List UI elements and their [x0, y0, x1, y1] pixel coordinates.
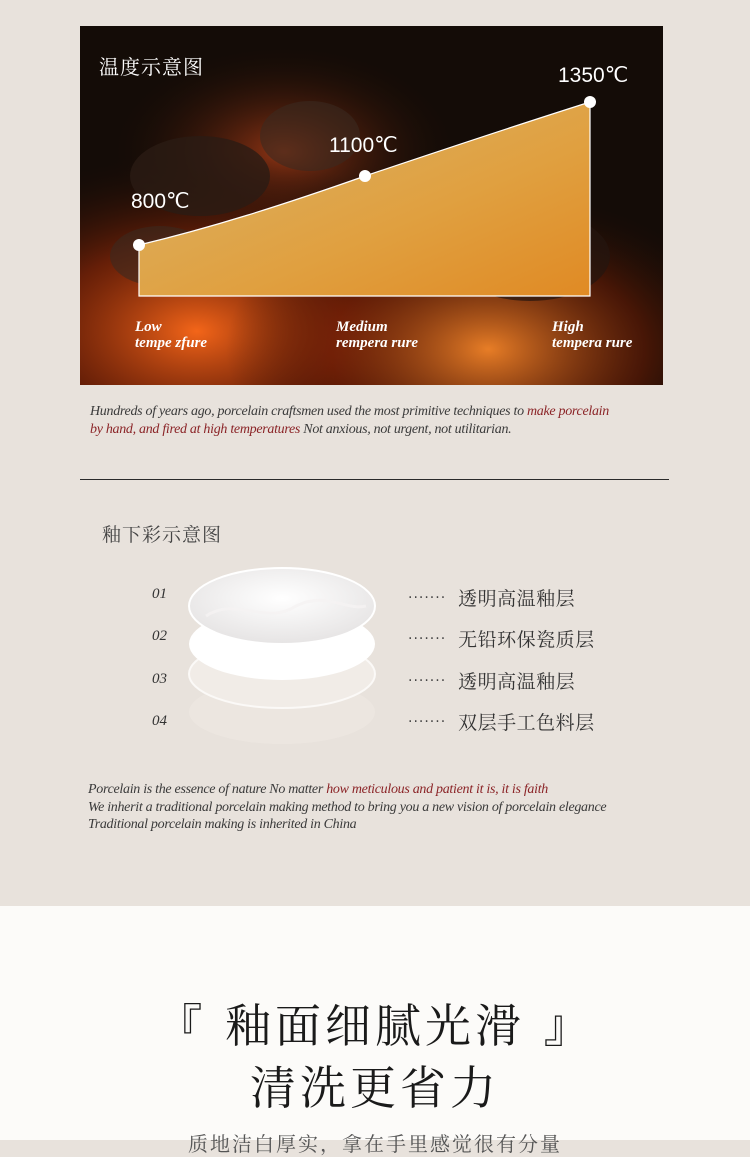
point-800 [133, 239, 145, 251]
glaze-feature-section [0, 906, 750, 1156]
leader-dots: ······· [408, 589, 447, 606]
label-1350: 1350℃ [558, 64, 629, 87]
caption-history: Hundreds of years ago, porcelain craftsmen used the most primitive techniques to make porcelain by hand, and fired at high temperatures Not anxious, not urgent, not utilitarian. [90, 404, 609, 437]
leader-dots: ······· [408, 672, 447, 689]
layer-name: 透明高温釉层 [458, 588, 576, 610]
layer-name: 双层手工色料层 [458, 712, 595, 734]
temperature-chart-panel [80, 26, 663, 385]
point-1350 [584, 96, 596, 108]
layer-name: 透明高温釉层 [458, 671, 576, 693]
glaze-diagram-title: 釉下彩示意图 [102, 524, 223, 546]
glaze-layer-discs [186, 566, 378, 746]
layer-num-02: 02 [152, 628, 167, 644]
axis-low: Low tempe zfure [135, 319, 208, 351]
caption-essence: Porcelain is the essence of nature No matter how meticulous and patient it is, it is faith We inherit a traditional porcelain making method to bring you a new vision of porcelain elegance Traditional porcelain making is inherited in China [88, 782, 607, 832]
leader-dots: ······· [408, 630, 447, 647]
feature-description: 质地洁白厚实，拿在手里感觉很有分量 [188, 1132, 562, 1156]
axis-medium: Medium rempera rure [336, 319, 419, 351]
section-divider [80, 479, 669, 480]
axis-high: High tempera rure [552, 319, 633, 351]
layer-num-03: 03 [152, 671, 167, 687]
point-1100 [359, 170, 371, 182]
label-800: 800℃ [131, 190, 190, 213]
feature-subtitle: 清洗更省力 [250, 1061, 500, 1115]
leader-dots: ······· [408, 713, 447, 730]
layer-row-03 [408, 667, 575, 694]
layer-num-01: 01 [152, 586, 167, 602]
layer-row-02 [408, 625, 595, 652]
layer-row-04 [408, 708, 595, 735]
layer-num-04: 04 [152, 713, 167, 729]
layer-name: 无铅环保瓷质层 [458, 629, 595, 651]
panel-title: 温度示意图 [99, 55, 204, 79]
label-1100: 1100℃ [329, 134, 398, 157]
layer-row-01 [408, 584, 575, 611]
feature-title: 『 釉面细腻光滑 』 [156, 999, 594, 1053]
